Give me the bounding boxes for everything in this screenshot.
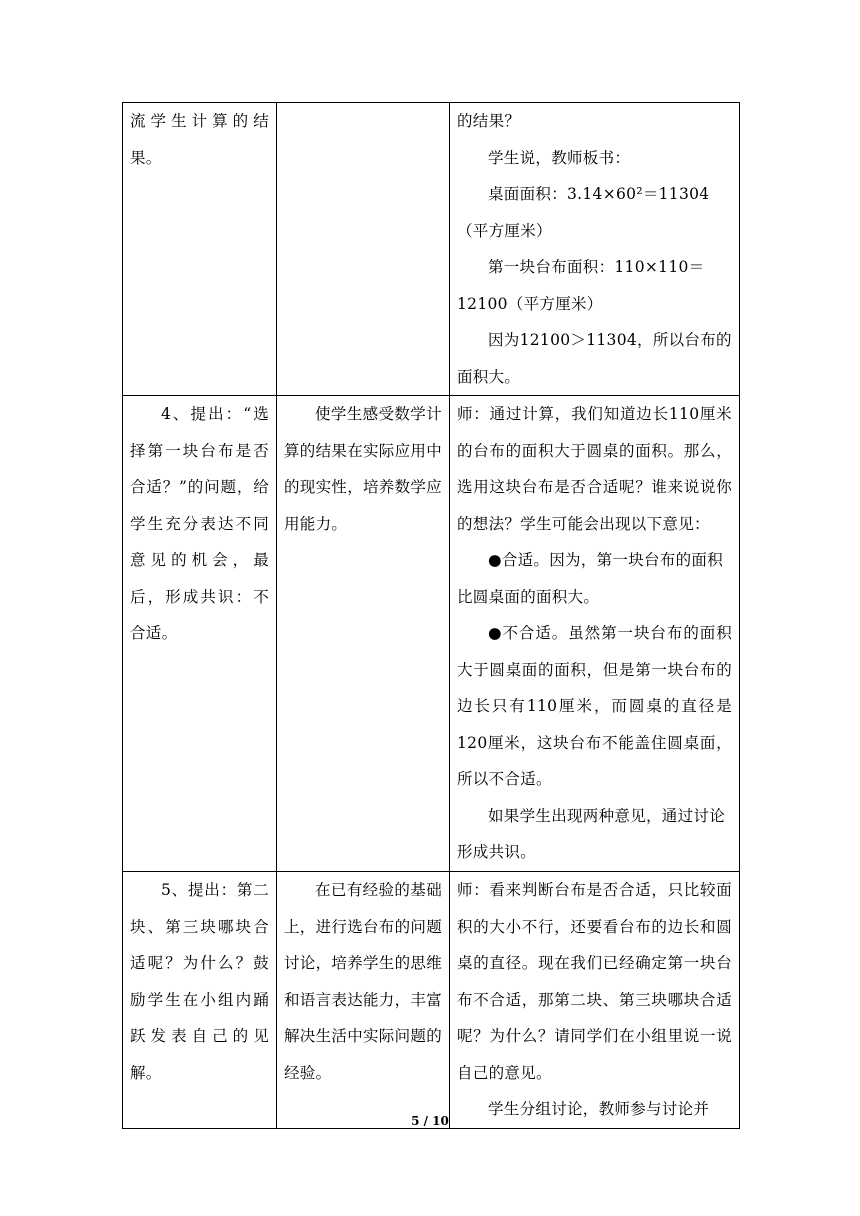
activity-cell <box>450 103 740 396</box>
table-row <box>123 872 740 1129</box>
process-cell <box>123 103 277 396</box>
cell-text: 师：通过计算，我们知道边长110厘米的台布的面积大于圆桌的面积。那么，选用这块台布是否合适呢？谁来说说你的想法？学生可能会出现以下意见： <box>457 405 732 533</box>
cell-text: 使学生感受数学计算的结果在实际应用中的现实性，培养数学应用能力。 <box>284 405 443 533</box>
intent-cell <box>277 103 450 396</box>
table-row <box>123 103 740 396</box>
cell-text: 学生说，教师板书： <box>488 148 631 167</box>
cell-text: ●不合适。虽然第一块台布的面积大于圆桌面的面积，但是第一块台布的边长只有110厘米，而圆桌的直径是120厘米，这块台布不能盖住圆桌面，所以不合适。 <box>457 624 732 788</box>
cell-text: 流学生计算的结果。 <box>130 112 269 167</box>
cell-text: 因为12100＞11304，所以台布的面积大。 <box>457 331 732 386</box>
cell-text: 在已有经验的基础上，进行选台布的问题讨论，培养学生的思维和语言表达能力，丰富解决生活中实际问题的经验。 <box>284 881 443 1082</box>
intent-cell <box>277 396 450 872</box>
cell-text: 师：看来判断台布是否合适，只比较面积的大小不行，还要看台布的边长和圆桌的直径。现在我们已经确定第一块台布不合适，那第二块、第三块哪块合适呢？为什么？请同学们在小组里说一说自己的意见。 <box>457 881 732 1082</box>
page-number: 5 / 10 <box>411 1114 449 1128</box>
cell-text: 如果学生出现两种意见，通过讨论形成共识。 <box>457 806 726 861</box>
process-cell <box>123 872 277 1129</box>
cell-text: ●合适。因为，第一块台布的面积比圆桌面的面积大。 <box>457 551 724 606</box>
cell-text: 学生分组讨论，教师参与讨论并 <box>488 1100 710 1118</box>
activity-cell <box>450 872 740 1129</box>
lesson-plan-table <box>122 102 740 1129</box>
table-row <box>123 396 740 872</box>
cell-text: 5、提出：第二块、第三块哪块合适呢？为什么？鼓励学生在小组内踊跃发表自己的见解。 <box>130 881 269 1082</box>
cell-text: 4、提出：“选择第一块台布是否合适？”的问题，给学生充分表达不同意见的机会，最后，形成共识：不合适。 <box>130 405 269 642</box>
cell-text: 的结果？ <box>457 112 521 130</box>
cell-text: 第一块台布面积：110×110＝12100（平方厘米） <box>457 258 705 313</box>
activity-cell <box>450 396 740 872</box>
process-cell <box>123 396 277 872</box>
intent-cell <box>277 872 450 1129</box>
cell-text: 桌面面积：3.14×60²＝11304（平方厘米） <box>457 185 710 240</box>
